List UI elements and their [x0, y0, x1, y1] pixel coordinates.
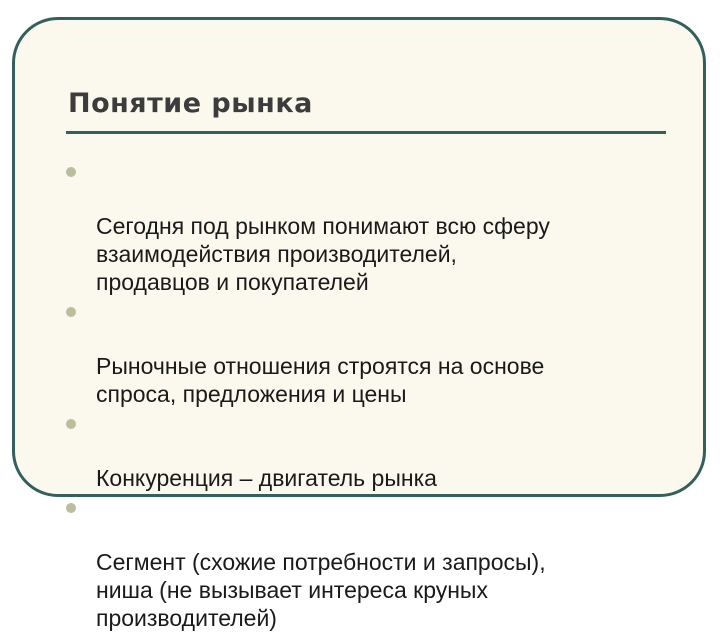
bullet-text-1: Сегодня под рынком понимают всю сферу взаимодействия производителей, продавцов и покупателей	[96, 213, 550, 295]
title-underline	[66, 131, 666, 134]
bullet-text-3: Конкуренция – двигатель рынка	[96, 465, 437, 491]
bullet-dot-icon	[66, 167, 76, 177]
bullet-item-3	[62, 408, 662, 492]
slide-title: Понятие рынка	[68, 88, 313, 119]
bullet-text-2: Рыночные отношения строятся на основе спроса, предложения и цены	[96, 353, 545, 407]
bullet-item-4	[62, 492, 662, 632]
bullet-text-4: Сегмент (схожие потребности и запросы), ниша (не вызывает интереса круных производителей)	[96, 549, 546, 631]
bullet-dot-icon	[66, 419, 76, 429]
bullet-dot-icon	[66, 503, 76, 513]
bullet-item-2	[62, 296, 662, 408]
bullet-dot-icon	[66, 307, 76, 317]
bullet-list	[62, 156, 662, 632]
bullet-item-1	[62, 156, 662, 296]
